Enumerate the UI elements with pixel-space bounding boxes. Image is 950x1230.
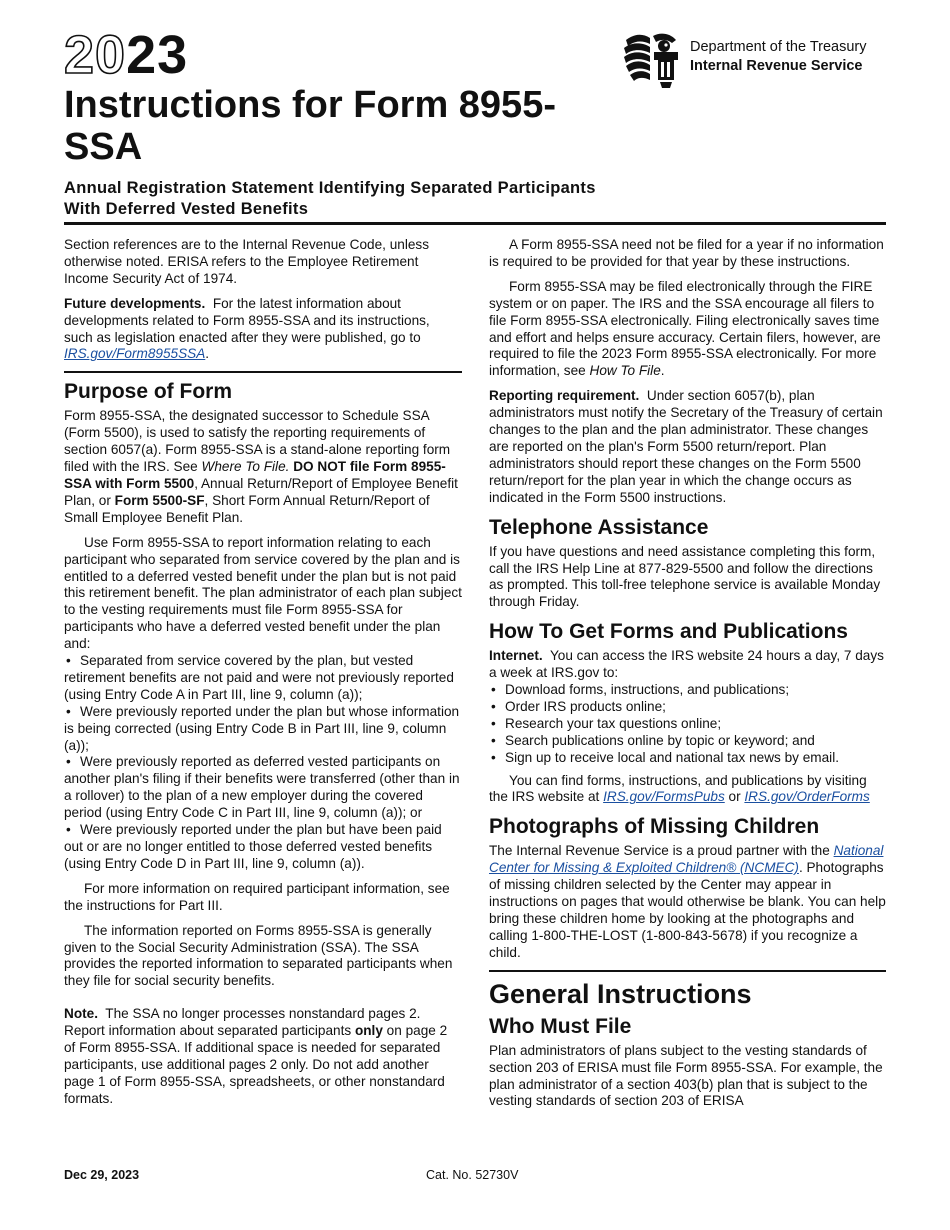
- form8955ssa-link[interactable]: IRS.gov/Form8955SSA: [64, 346, 206, 362]
- reporting-requirement-label: Reporting requirement.: [489, 388, 640, 404]
- electronic-filing-paragraph: Form 8955-SSA may be filed electronically through the FIRE system or on paper. The IRS and the SSA encourage all filers to file Form 8955-SSA electronically. Filing electronically saves time and effort and helps ensure accuracy. Certain filers, however, are required to file the 2023 Form 8955-SSA electronically. For more information, see How To File.: [489, 278, 881, 379]
- list-item: • Were previously reported as deferred vested participants on another plan's filing if their benefits were transferred (other than in a rollover) to the plan of a new employer during the covered period (using Entry Code C in Part III, line 9, column (a)); or: [64, 754, 460, 821]
- list-item: • Search publications online by topic or keyword; and: [489, 733, 886, 750]
- internet-paragraph: [489, 648, 886, 682]
- irs-eagle-logo-icon: [620, 30, 684, 90]
- how-to-file-ref: How To File: [589, 363, 661, 379]
- photographs-text-b: . Photographs of missing children selected by the Center may appear in instructions on pages that would otherwise be blank. You can help bring these children home by looking at the photographs and calling 1-800-THE-LOST (1-800-843-5678) if you recognize a child.: [489, 860, 886, 960]
- intro-paragraph: Section references are to the Internal Revenue Code, unless otherwise noted. ERISA refers to the Employee Retirement Income Security Act of 1974.: [64, 237, 429, 286]
- telephone-heading: Telephone Assistance: [489, 515, 709, 539]
- internet-list: [489, 682, 886, 767]
- tax-year: [64, 26, 188, 84]
- orderforms-link[interactable]: IRS.gov/OrderForms: [744, 789, 870, 805]
- not-required-paragraph: A Form 8955-SSA need not be filed for a year if no information is required to be provided for that year by these instructions.: [489, 237, 884, 269]
- future-developments-text: For the latest information about developments related to Form 8955-SSA and its instructions, such as legislation enacted after they were published, go to: [64, 295, 430, 345]
- find-forms-paragraph: [489, 773, 886, 807]
- who-must-file-heading: Who Must File: [489, 1014, 632, 1038]
- formspubs-link[interactable]: IRS.gov/FormsPubs: [603, 789, 725, 805]
- ncmec-link[interactable]: National Center for Missing & Exploited Children® (NCMEC): [489, 843, 884, 876]
- forms-heading: How To Get Forms and Publications: [489, 620, 848, 644]
- section-rule: [489, 970, 886, 972]
- list-item: • Were previously reported under the plan but have been paid out or are no longer entitled to those deferred vested benefits (using Entry Code D in Part III, line 9, column (a)).: [64, 822, 442, 871]
- right-column: [489, 237, 886, 1118]
- note-only: only: [354, 1023, 383, 1039]
- agency-department: Department of the Treasury: [690, 39, 867, 55]
- who-must-file-paragraph: Plan administrators of plans subject to the vesting standards of section 203 of ERISA must file Form 8955-SSA. For example, the plan administrator of a section 403(b) plan that is subject to the vesting standards of section 203 of ERISA: [489, 1042, 883, 1109]
- electronic-filing-text: Form 8955-SSA may be filed electronically through the FIRE system or on paper. The IRS and the SSA encourage all filers to file Form 8955-SSA electronically. Filing electronically saves time and effort and helps ensure accuracy. Certain filers, however, are required to file the 2023 Form 8955-SSA electronically. For more information, see: [489, 278, 881, 379]
- bullet-text: Separated from service covered by the plan, but vested retirement benefits are not paid and were not previously reported (using Entry Code A in Part III, line 9, column (a));: [64, 653, 454, 702]
- photographs-heading: Photographs of Missing Children: [489, 815, 820, 839]
- internet-label: Internet.: [489, 648, 543, 664]
- tax-year-solid: 23: [126, 25, 189, 85]
- purpose-p1-text-b: , Annual Return/Report of Employee Benefit Plan, or: [64, 475, 458, 508]
- future-developments-paragraph: Future developments. For the latest information about developments related to Form 8955-SSA and its instructions, such as legislation enacted after they were published, go to IRS.gov/Form8955SSA.: [64, 295, 430, 362]
- form-5500sf-text: Form 5500-SF: [114, 492, 205, 508]
- find-forms-text: You can find forms, instructions, and publications by visiting the IRS website at: [489, 772, 867, 805]
- where-to-file-ref: Where To File.: [201, 459, 290, 475]
- tax-year-outline: 20: [64, 25, 127, 85]
- footer-cat-number: Cat. No. 52730V: [426, 1168, 519, 1182]
- purpose-p1-text: Form 8955-SSA, the designated successor to Schedule SSA (Form 5500), is used to satisfy the reporting requirements of section 6057(a). Form 8955-SSA is a stand-alone reporting form filed with the IRS. See: [64, 408, 451, 475]
- list-item: • Were previously reported under the plan but whose information is being corrected (using Entry Code B in Part III, line 9, column (a));: [64, 703, 460, 753]
- future-developments-label: Future developments.: [64, 295, 206, 311]
- agency-block: [690, 38, 867, 76]
- bullet-text: Were previously reported under the plan but whose information is being corrected (using Entry Code B in Part III, line 9, column (a));: [64, 703, 460, 753]
- photographs-paragraph: [489, 843, 886, 961]
- agency-irs: Internal Revenue Service: [690, 58, 863, 74]
- purpose-paragraph-1: [64, 408, 462, 526]
- footer-date: Dec 29, 2023: [64, 1168, 140, 1182]
- section-rule: [64, 371, 462, 373]
- note-text-a: The SSA no longer processes nonstandard pages 2. Report information about separated participants: [64, 1006, 421, 1039]
- telephone-paragraph: If you have questions and need assistance completing this form, call the IRS Help Line at 877-829-5500 and follow the directions as prompted. This toll-free telephone service is available Monday through Friday.: [489, 543, 881, 610]
- bullet-text: Were previously reported under the plan but have been paid out or are no longer entitled to those deferred vested benefits (using Entry Code D in Part III, line 9, column (a)).: [64, 822, 442, 871]
- left-column: [64, 237, 462, 1116]
- purpose-heading: Purpose of Form: [64, 380, 233, 404]
- purpose-p1-text-c: , Short Form Annual Return/Report of Small Employee Benefit Plan.: [64, 492, 430, 525]
- general-instructions-heading: General Instructions: [489, 978, 752, 1009]
- note-text-b: on page 2 of Form 8955-SSA. If additional space is needed for separated participants, use additional pages 2 only. Do not add another page 1 of Form 8955-SSA, spreadsheets, or other nonstandard formats.: [64, 1023, 448, 1106]
- header-rule: [64, 222, 886, 225]
- more-info-paragraph: For more information on required participant information, see the instructions for Part III.: [64, 880, 450, 913]
- ssa-paragraph: The information reported on Forms 8955-SSA is generally given to the Social Security Administration (SSA). The SSA provides the reported information to separated participants when they file for social security benefits.: [64, 922, 453, 989]
- bullet-text: Were previously reported as deferred vested participants on another plan's filing if their benefits were transferred (other than in a rollover) to the plan of a new employer during the covered period (using Entry Code C in Part III, line 9, column (a)); or: [64, 754, 460, 821]
- note-paragraph: [64, 1006, 462, 1107]
- reporting-requirement-text: Under section 6057(b), plan administrators must notify the Secretary of the Treasury of certain changes to the plan and the plan administrator. These changes are reported on the plan's Form 5500 return/report. Plan administrators should report these changes on the Form 5500 return/report for the plan year in which the change occurs as indicated in the Form 5500 instructions.: [489, 388, 883, 505]
- list-item: • Research your tax questions online;: [489, 716, 886, 733]
- list-item: • Separated from service covered by the plan, but vested retirement benefits are not paid and were not previously reported (using Entry Code A in Part III, line 9, column (a));: [64, 653, 454, 702]
- find-or: or: [728, 789, 741, 805]
- page-subtitle: Annual Registration Statement Identifying Separated Participants With Deferred Vested Benefits: [64, 179, 596, 218]
- list-item: • Sign up to receive local and national tax news by email.: [489, 750, 886, 767]
- reporting-requirement-paragraph: [489, 388, 886, 506]
- do-not-file-text: DO NOT file Form 8955-SSA with Form 5500: [64, 459, 446, 491]
- page-title: Instructions for Form 8955-SSA: [64, 84, 556, 168]
- internet-text: You can access the IRS website 24 hours a day, 7 days a week at IRS.gov to:: [489, 648, 884, 681]
- note-label: Note.: [64, 1006, 98, 1022]
- list-item: • Download forms, instructions, and publications;: [489, 682, 886, 699]
- purpose-paragraph-2: Use Form 8955-SSA to report information relating to each participant who separated from service covered by the plan and is entitled to a deferred vested benefit under the plan but is not paid this retirement benefit. The plan administrator of each plan subject to the vesting requirements must file Form 8955-SSA for participants who have a deferred vested benefit under the plan and:: [64, 534, 462, 652]
- list-item: • Order IRS products online;: [489, 699, 886, 716]
- photographs-text-a: The Internal Revenue Service is a proud partner with the: [489, 843, 830, 859]
